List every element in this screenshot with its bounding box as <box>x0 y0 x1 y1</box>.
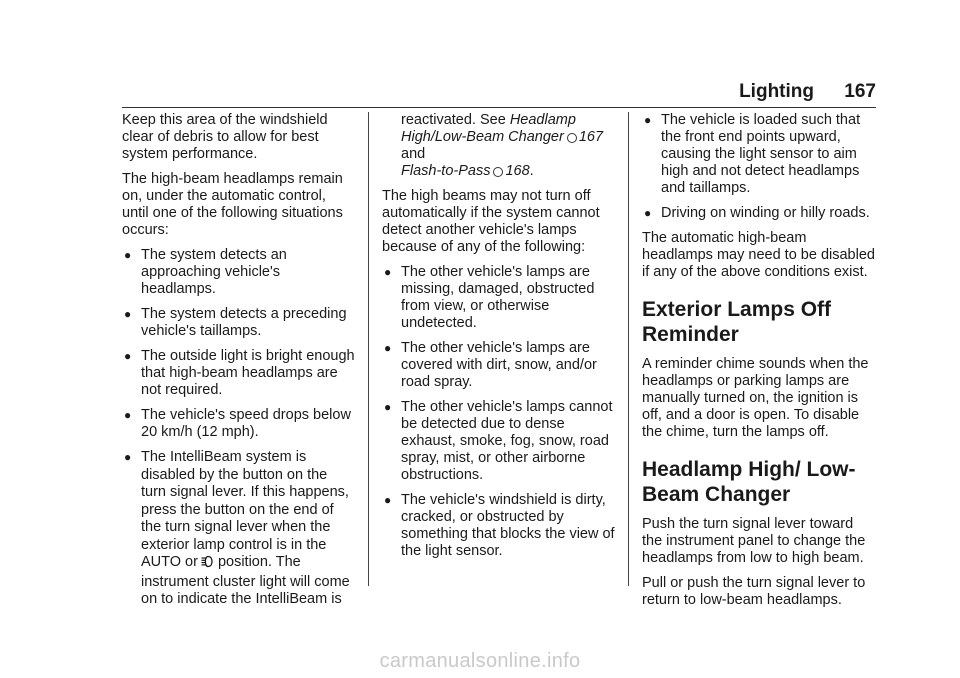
list-item <box>122 247 356 298</box>
bullet-icon: ● <box>384 341 392 355</box>
column-1 <box>122 112 356 617</box>
paragraph: The high-beam headlamps remain on, under the automatic control, until one of the following situations occurs: <box>122 171 343 238</box>
list-item-text: position. The instrument cluster light will come on to indicate the IntelliBeam is <box>141 554 350 607</box>
list-item-text: The other vehicle's lamps cannot be detected due to dense exhaust, smoke, fog, snow, road spray, mist, or other airborne obstructions. <box>401 399 613 483</box>
list-item <box>642 205 876 222</box>
column-divider <box>368 112 369 586</box>
list-item <box>382 492 616 560</box>
bullet-icon: ● <box>384 265 392 279</box>
list-item-text: The system detects an approaching vehicle's headlamps. <box>141 247 287 297</box>
page-header <box>122 80 876 106</box>
list-item-text: The outside light is bright enough that high-beam headlamps are not required. <box>141 348 355 398</box>
section-heading: Exterior Lamps Off Reminder <box>642 298 832 346</box>
page-number: 167 <box>844 81 876 102</box>
column-divider <box>628 112 629 586</box>
list-item-text: The system detects a preceding vehicle's taillamps. <box>141 306 347 339</box>
paragraph: The automatic high-beam headlamps may need to be disabled if any of the above conditions exist. <box>642 230 875 280</box>
page-reference-arrow-icon <box>493 167 503 177</box>
bullet-icon: ● <box>384 400 392 414</box>
list-item-text: The IntelliBeam system is disabled by the button on the turn signal lever. If this happens, press the button on the end of the turn signal lever when the exterior lamp control is in the AUTO or <box>141 449 349 570</box>
list-item <box>122 407 356 441</box>
cross-reference-page[interactable]: 168 <box>505 163 530 179</box>
column-2 <box>382 112 616 568</box>
bullet-icon: ● <box>644 206 652 220</box>
header-rule <box>122 107 876 108</box>
list-item <box>642 112 876 197</box>
list-item-text: The vehicle is loaded such that the front end points upward, causing the light sensor to aim high and not detect headlamps and taillamps. <box>661 112 861 196</box>
paragraph: Keep this area of the windshield clear of debris to allow for best system performance. <box>122 112 328 162</box>
section-title: Lighting <box>739 81 814 102</box>
cross-reference-link[interactable]: Flash-to-Pass <box>401 163 491 179</box>
text: . <box>529 163 534 179</box>
paragraph: Pull or push the turn signal lever to return to low-beam headlamps. <box>642 575 866 608</box>
watermark: carmanualsonline.info <box>379 650 581 672</box>
bullet-icon: ● <box>124 248 132 262</box>
continued-text <box>382 112 616 180</box>
list-item <box>382 340 616 391</box>
text: and <box>401 146 426 162</box>
headlamp-on-icon <box>201 555 215 574</box>
bullet-icon: ● <box>384 493 392 507</box>
bullet-icon: ● <box>124 408 132 422</box>
list-item <box>122 449 356 609</box>
bullet-icon: ● <box>644 113 652 127</box>
bullet-icon: ● <box>124 307 132 321</box>
list-item <box>122 348 356 399</box>
cross-reference-link[interactable]: Headlamp High/Low-Beam Changer <box>401 112 576 145</box>
bullet-icon: ● <box>124 450 132 464</box>
paragraph: The high beams may not turn off automatically if the system cannot detect another vehicle's lamps because of any of the following: <box>382 188 600 255</box>
column-3 <box>642 112 876 617</box>
list-item-text: Driving on winding or hilly roads. <box>661 205 870 221</box>
bullet-icon: ● <box>124 349 132 363</box>
paragraph: Push the turn signal lever toward the instrument panel to change the headlamps from low to high beam. <box>642 516 866 566</box>
page-reference-arrow-icon <box>567 133 577 143</box>
list-item <box>122 306 356 340</box>
section-heading: Headlamp High/ Low-Beam Changer <box>642 458 856 506</box>
list-item-text: The vehicle's speed drops below 20 km/h (12 mph). <box>141 407 351 440</box>
list-item-text: The other vehicle's lamps are missing, damaged, obstructed from view, or otherwise undetected. <box>401 264 595 331</box>
paragraph: A reminder chime sounds when the headlamps or parking lamps are manually turned on, the ignition is off, and a door is open. To disable the chime, turn the lamps off. <box>642 356 869 440</box>
text: reactivated. See <box>401 112 506 128</box>
cross-reference-page[interactable]: 167 <box>578 129 604 145</box>
list-item <box>382 264 616 332</box>
list-item-text: The vehicle's windshield is dirty, cracked, or obstructed by something that blocks the view of the light sensor. <box>401 492 615 559</box>
list-item <box>382 399 616 484</box>
list-item-text: The other vehicle's lamps are covered with dirt, snow, and/or road spray. <box>401 340 597 390</box>
